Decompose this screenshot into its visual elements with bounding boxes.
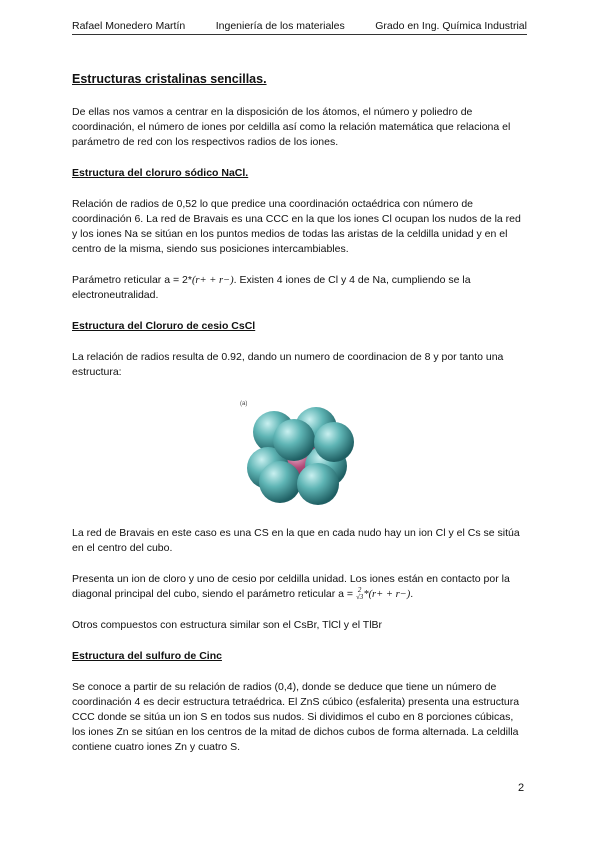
cscl-unit-cell-image	[240, 396, 360, 508]
nacl-paragraph-2	[72, 273, 527, 303]
page-number: 2	[518, 782, 525, 794]
page-header	[72, 20, 527, 35]
cscl-heading: Estructura del Cloruro de cesio CsCl	[72, 320, 256, 332]
frac-numerator: 2	[357, 586, 362, 595]
document-body	[72, 72, 527, 771]
cscl-p3-before: Presenta un ion de cloro y uno de cesio por celdilla unidad. Los iones están en contacto por la diagonal principal del cubo, siendo el parámetro reticular a =	[72, 573, 510, 600]
frac-denominator: √3	[355, 593, 364, 602]
nacl-heading: Estructura del cloruro sódico NaCl.	[72, 167, 249, 179]
header-degree: Grado en Ing. Química Industrial	[375, 20, 527, 32]
cl-sphere-front-top	[273, 419, 315, 461]
cl-sphere-front-left-bottom	[259, 461, 301, 503]
zns-paragraph-1: Se conoce a partir de su relación de radios (0,4), donde se deduce que tiene un número de coordinación 4 es decir estructura tetraédrica. El ZnS cúbico (esfalerita) presenta una estructura CCC donde se sitúa un ion S en todos sus nudos. Si dividimos el cubo en 8 porciones cúbicas, los iones Zn se sitúan en los centros de la mitad de dichos cubos de forma alternada. La celdilla contiene cuatro iones Zn y cuatro S.	[72, 681, 520, 753]
figure-label: (a)	[239, 401, 247, 407]
cscl-formula: *(r+ + r−)	[363, 589, 411, 600]
cscl-paragraph-1: La relación de radios resulta de 0.92, dando un numero de coordinacion de 8 y por tanto una estructura:	[72, 351, 504, 378]
header-author: Rafael Monedero Martín	[72, 20, 186, 32]
cscl-structure-figure	[72, 396, 527, 508]
nacl-paragraph-1: Relación de radios de 0,52 lo que predice una coordinación octaédrica con número de coordinación 6. La red de Bravais es una CCC en la que los iones Cl ocupan los nudos de la red y los iones Na se sitúan en los puntos medios de todas las aristas de la celdilla unidad y en el centro de la misma, siendo sus posiciones intercambiables.	[72, 198, 521, 255]
cl-sphere-front-right-top	[314, 422, 354, 462]
zns-heading: Estructura del sulfuro de Cinc	[72, 650, 222, 662]
cscl-paragraph-3	[72, 572, 527, 602]
cl-sphere-front-right-bottom	[297, 463, 339, 505]
cscl-p3-after: .	[410, 588, 414, 600]
nacl-p2-after: . Existen 4 iones de Cl y 4 de Na, cumpliendo se la electroneutralidad.	[72, 274, 471, 301]
nacl-formula: (r+ + r−)	[191, 275, 234, 286]
nacl-p2-before: Parámetro reticular a = 2*	[72, 274, 192, 286]
cscl-paragraph-2: La red de Bravais en este caso es una CS en la que en cada nudo hay un ion Cl y el Cs se sitúa en el centro del cubo.	[72, 527, 520, 554]
intro-paragraph: De ellas nos vamos a centrar en la disposición de los átomos, el número y poliedro de coordinación, el número de iones por celdilla así como la relación matemática que relaciona el parámetro de red con los respectivos radios de los iones.	[72, 106, 511, 148]
cscl-paragraph-4: Otros compuestos con estructura similar son el CsBr, TlCl y el TlBr	[72, 619, 383, 631]
document-title: Estructuras cristalinas sencillas.	[72, 72, 267, 86]
header-subject: Ingeniería de los materiales	[215, 20, 345, 32]
